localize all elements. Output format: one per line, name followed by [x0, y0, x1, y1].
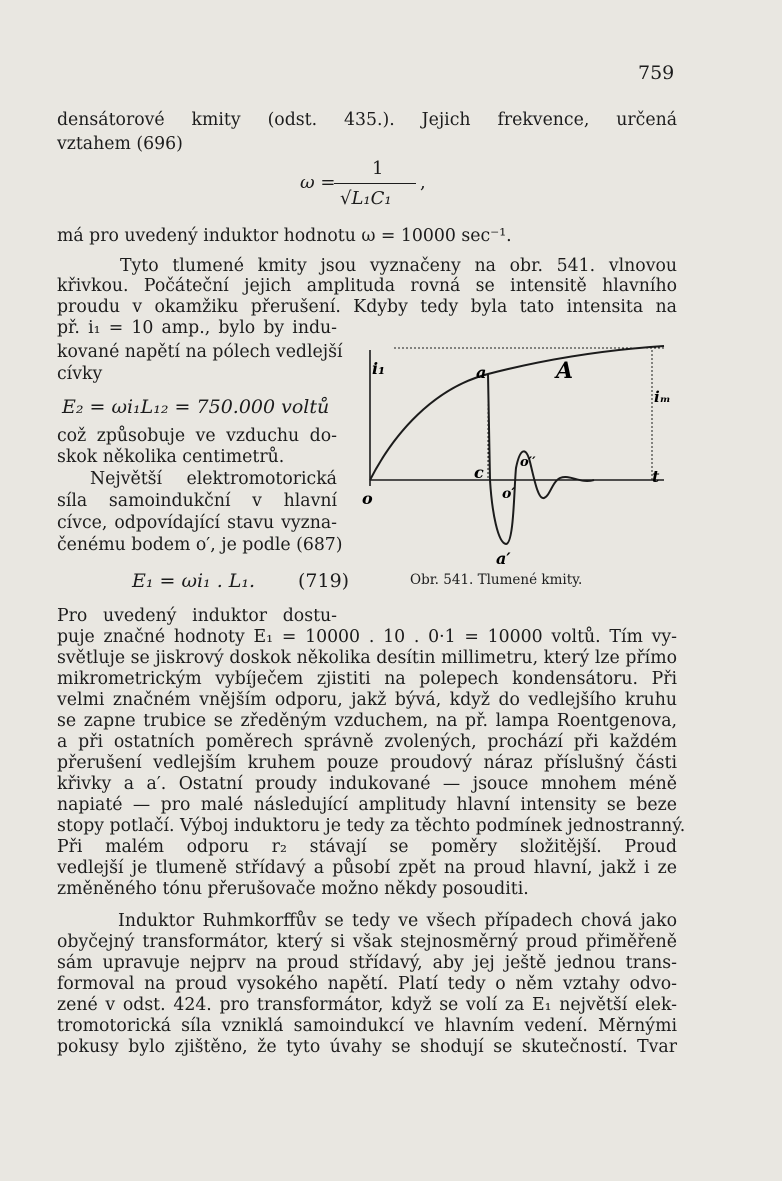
- text-line: přerušení vedlejším kruhem pouze proudový náraz příslušný části: [57, 753, 677, 773]
- label-o-prime: o′: [502, 486, 516, 502]
- label-o-double-prime: o′′: [520, 455, 536, 470]
- text-line: se zapne trubice se zředěným vzduchem, na př. lampa Roentgenova,: [57, 711, 677, 731]
- text-line: velmi značném vnějším odporu, jakž bývá, když do vedlejšího kruhu: [57, 690, 677, 710]
- text-line: Induktor Ruhmkorffův se tedy ve všech případech chová jako: [118, 911, 677, 931]
- text-line: čenému bodem o′, je podle (687): [57, 535, 343, 555]
- label-A: A: [556, 358, 574, 384]
- text-line: skok několika centimetrů.: [57, 447, 285, 467]
- text-line: puje značné hodnoty E₁ = 10000 . 10 . 0·1 = 10000 voltů. Tím vy-: [57, 627, 677, 647]
- label-c: c: [474, 463, 484, 482]
- text-line: Tyto tlumené kmity jsou vyznačeny na obr. 541. vlnovou: [120, 256, 677, 276]
- text-line: př. i₁ = 10 amp., bylo by indu-: [57, 318, 337, 338]
- text-line: křivkou. Počáteční jejich amplituda rovná se intensitě hlavního: [57, 276, 677, 296]
- text-line: křivky a a′. Ostatní proudy indukované — jsouce mnohem méně: [57, 774, 677, 794]
- formula-e1-number: (719): [298, 570, 350, 592]
- label-o: o: [362, 489, 373, 508]
- text-line: cívce, odpovídající stavu vyzna-: [57, 513, 337, 533]
- text-line: densátorové kmity (odst. 435.). Jejich frekvence, určená: [57, 110, 677, 130]
- text-line: formoval na proud vysokého napětí. Platí tedy o něm vztahy odvo-: [57, 974, 677, 994]
- text-line: obyčejný transformátor, který si však stejnosměrný proud přiměřeně: [57, 932, 677, 952]
- label-im: iₘ: [654, 388, 671, 406]
- text-line: stopy potlačí. Výboj induktoru je tedy za těchto podmínek jednostranný.: [57, 816, 686, 836]
- page-number: 759: [638, 62, 675, 84]
- text-line: Největší elektromotorická: [90, 469, 337, 489]
- text-line: zené v odst. 424. pro transformátor, když se volí za E₁ největší elek-: [57, 995, 677, 1015]
- text-line: kované napětí na pólech vedlejší: [57, 342, 343, 362]
- text-line: mikrometrickým vybíječem zjistiti na polepech kondensátoru. Při: [57, 669, 677, 689]
- text-line: vedlejší je tlumeně střídavý a působí zpět na proud hlavní, jakž i ze: [57, 858, 677, 878]
- text-line: proudu v okamžiku přerušení. Kdyby tedy byla tato intensita na: [57, 297, 677, 317]
- label-t: t: [652, 467, 660, 486]
- text-line: změněného tónu přerušovače možno někdy posouditi.: [57, 879, 529, 899]
- text-line: sám upravuje nejprv na proud střídavý, aby jej ještě jednou trans-: [57, 953, 677, 973]
- text-line: má pro uvedený induktor hodnotu ω = 10000 sec⁻¹.: [57, 226, 512, 246]
- text-line: a při ostatních poměrech správně zvolených, prochází při každém: [57, 732, 677, 752]
- text-line: světluje se jiskrový doskok několika desítin millimetru, který lze přímo: [57, 648, 677, 668]
- text-line: síla samoindukční v hlavní: [57, 491, 337, 511]
- label-a-prime: a′: [496, 549, 511, 568]
- label-a: a: [476, 363, 487, 382]
- formula-denominator: √L₁C₁: [340, 188, 392, 209]
- damped-oscillation-curve: [488, 374, 594, 544]
- formula-e2: E₂ = ωi₁L₁₂ = 750.000 voltů: [62, 396, 330, 418]
- text-line: pokusy bylo zjištěno, že tyto úvahy se shodují se skutečností. Tvar: [57, 1037, 677, 1057]
- text-line: cívky: [57, 364, 103, 384]
- label-i1: i₁: [372, 359, 386, 378]
- formula-numerator: 1: [372, 158, 384, 179]
- figure-damped-oscillations: [354, 338, 684, 568]
- formula-comma: ,: [420, 172, 426, 193]
- formula-lhs: ω =: [300, 172, 336, 193]
- text-line: Pro uvedený induktor dostu-: [57, 606, 337, 626]
- text-line: napiaté — pro malé následující amplitudy hlavní intensity se beze: [57, 795, 677, 815]
- text-line: vztahem (696): [57, 134, 183, 154]
- text-line: Při malém odporu r₂ stávají se poměry složitější. Proud: [57, 837, 677, 857]
- figure-caption: Obr. 541. Tlumené kmity.: [410, 572, 583, 588]
- text-line: tromotorická síla vzniklá samoindukcí ve hlavním vedení. Měrnými: [57, 1016, 677, 1036]
- fraction-bar: [334, 183, 416, 184]
- formula-e1-expr: E₁ = ωi₁ . L₁.: [132, 570, 256, 592]
- text-line: což způsobuje ve vzduchu do-: [57, 426, 337, 446]
